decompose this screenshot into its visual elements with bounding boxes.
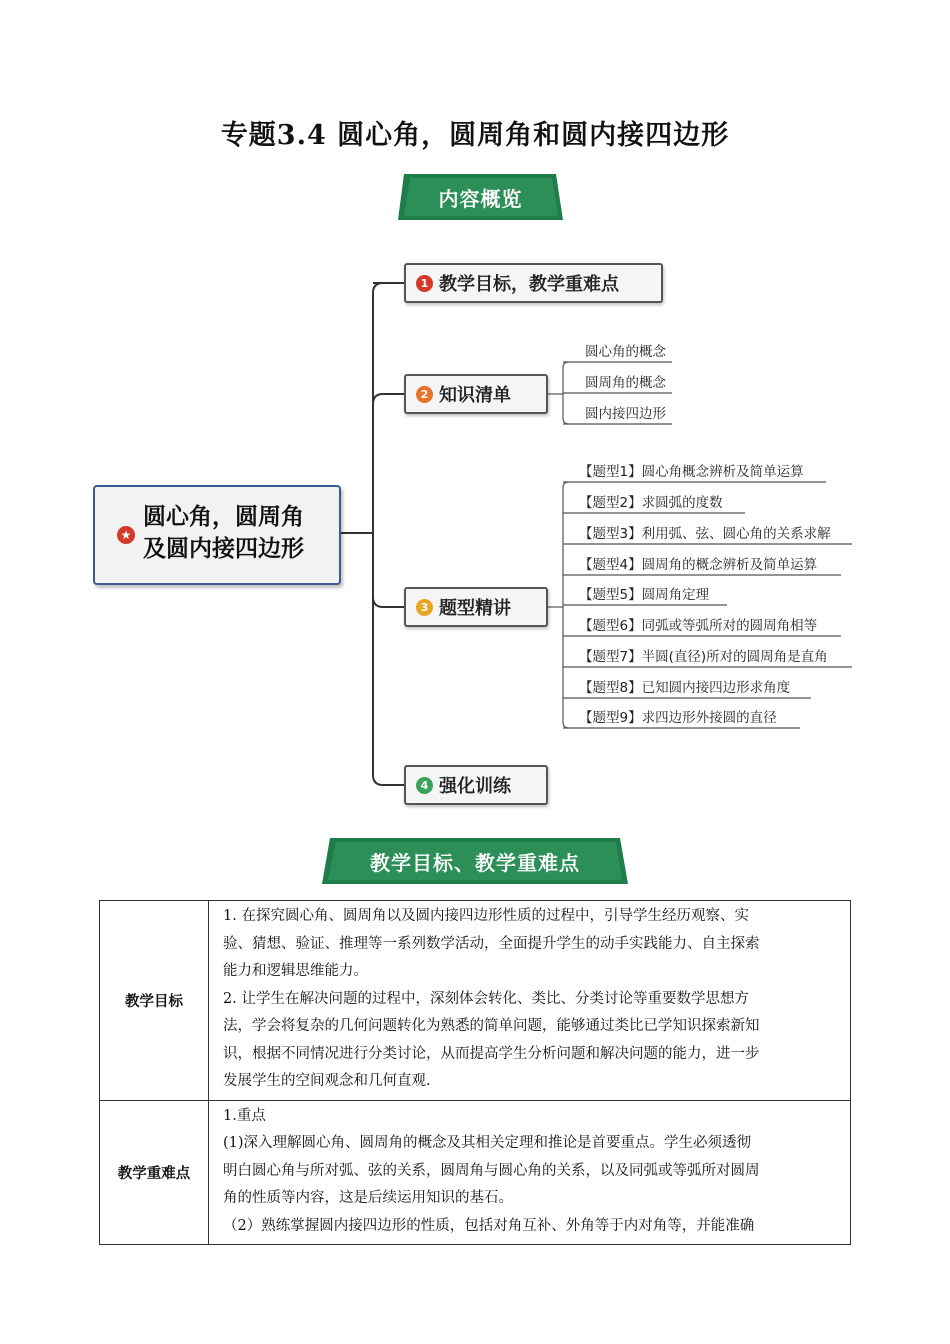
goals-banner [322, 838, 628, 884]
number-badge-1: 1 [416, 275, 433, 292]
table-row [100, 901, 851, 1101]
branch-label-training: 强化训练 [439, 776, 511, 797]
branch-question-types [404, 587, 548, 627]
branch-goals [404, 263, 663, 303]
text-line: 明白圆心角与所对弧、弦的关系，圆周角与圆心角的关系，以及同弧或等弧所对圆周 [223, 1162, 760, 1179]
text-line: (1)深入理解圆心角、圆周角的概念及其相关定理和推论是首要重点。学生必须透彻 [223, 1135, 752, 1151]
root-label-line2: 及圆内接四边形 [143, 536, 304, 562]
row-header-key-points: 教学重难点 [100, 1100, 209, 1245]
number-badge-2: 2 [416, 386, 433, 403]
root-label [143, 501, 333, 565]
knowledge-item: 圆心角的概念 [585, 344, 666, 360]
row-body-key-points [209, 1100, 851, 1245]
branch-label-knowledge: 知识清单 [439, 385, 511, 406]
branch-training [404, 765, 548, 805]
star-icon: ★ [117, 526, 135, 544]
question-type-item: 【题型6】同弧或等弧所对的圆周角相等 [579, 618, 818, 634]
text-line: 角的性质等内容，这是后续运用知识的基石。 [223, 1190, 513, 1206]
goals-banner-label: 教学目标、教学重难点 [370, 850, 580, 875]
row-header-goals: 教学目标 [100, 901, 209, 1101]
text-line: 能力和逻辑思维能力。 [223, 963, 368, 979]
page-title: 专题3.4 圆心角，圆周角和圆内接四边形 [220, 120, 730, 151]
branch-label-goals: 教学目标，教学重难点 [439, 274, 619, 295]
mindmap-root [93, 485, 341, 585]
question-type-item: 【题型2】求圆弧的度数 [579, 495, 723, 511]
overview-banner-label: 内容概览 [438, 186, 523, 211]
question-type-item: 【题型3】利用弧、弦、圆心角的关系求解 [579, 526, 831, 542]
text-line: 识，根据不同情况进行分类讨论，从而提高学生分析问题和解决问题的能力，进一步 [223, 1045, 760, 1062]
question-type-item: 【题型4】圆周角的概念辨析及简单运算 [579, 557, 818, 573]
question-type-item: 【题型7】半圆(直径)所对的圆周角是直角 [579, 649, 828, 665]
question-type-item: 【题型9】求四边形外接圆的直径 [579, 710, 777, 726]
knowledge-item: 圆周角的概念 [585, 375, 666, 391]
text-line: 2. 让学生在解决问题的过程中，深刻体会转化、类比、分类讨论等重要数学思想方 [223, 990, 749, 1007]
text-line: 验、猜想、验证、推理等一系列数学活动，全面提升学生的动手实践能力、自主探索 [223, 935, 760, 952]
root-label-line1: 圆心角，圆周角 [143, 504, 304, 530]
branch-knowledge [404, 374, 548, 414]
branch-label-question-types: 题型精讲 [439, 598, 511, 619]
question-type-item: 【题型5】圆周角定理 [579, 587, 710, 603]
table-row [100, 1100, 851, 1245]
number-badge-3: 3 [416, 599, 433, 616]
teaching-table [99, 900, 851, 1245]
text-line: （2）熟练掌握圆内接四边形的性质，包括对角互补、外角等于内对角等，并能准确 [223, 1217, 755, 1234]
number-badge-4: 4 [416, 777, 433, 794]
question-type-item: 【题型1】圆心角概念辨析及简单运算 [579, 464, 804, 480]
knowledge-item: 圆内接四边形 [585, 406, 666, 422]
text-line: 法，学会将复杂的几何问题转化为熟悉的简单问题，能够通过类比已学知识探索新知 [223, 1018, 760, 1034]
text-line: 1.重点 [223, 1107, 266, 1124]
row-body-goals [209, 901, 851, 1101]
text-line: 1. 在探究圆心角、圆周角以及圆内接四边形性质的过程中，引导学生经历观察、实 [223, 908, 749, 924]
text-line: 发展学生的空间观念和几何直观. [223, 1073, 431, 1089]
question-type-item: 【题型8】已知圆内接四边形求角度 [579, 680, 791, 696]
